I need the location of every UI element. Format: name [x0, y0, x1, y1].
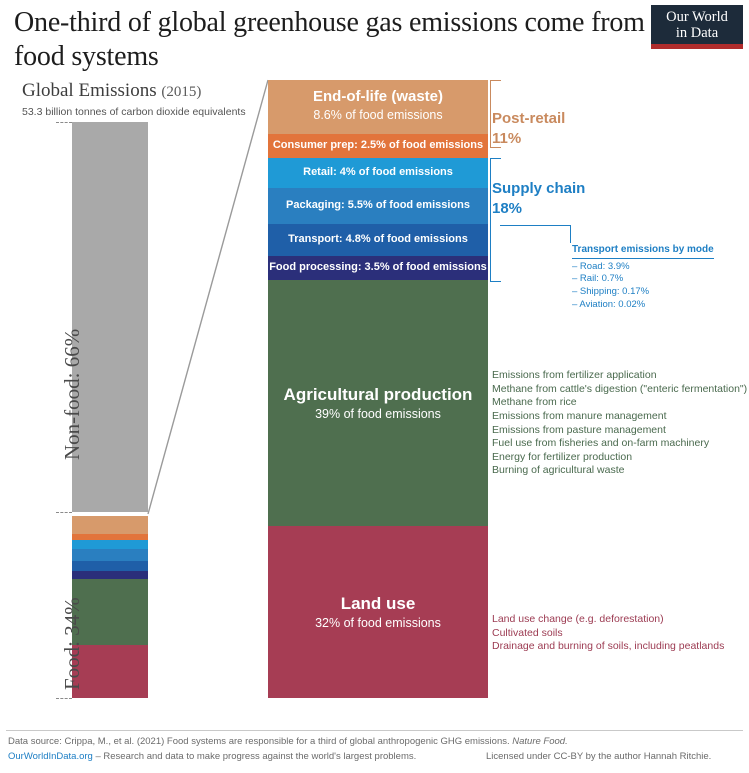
left-seg-packaging [72, 549, 148, 561]
rseg-consumer-prep [268, 134, 488, 158]
left-chart-year: (2015) [161, 84, 202, 100]
rseg-transport-label: Transport: 4.8% of food emissions [288, 233, 468, 246]
supply-chain-title: Supply chain [492, 180, 586, 197]
rseg-agricultural-production [268, 280, 488, 526]
transport-leader-line [500, 225, 570, 227]
rseg-end-of-life [268, 80, 488, 134]
post-retail-title: Post-retail [492, 110, 566, 127]
agriculture-note-4: Emissions from manure management [492, 409, 667, 422]
rseg-retail [268, 158, 488, 188]
rseg-food-processing-label: Food processing: 3.5% of food emissions [269, 261, 487, 274]
left-seg-transport [72, 561, 148, 571]
transport-breakdown-box [572, 243, 714, 312]
rseg-land-use [268, 526, 488, 698]
land-use-note-1: Land use change (e.g. deforestation) [492, 613, 664, 625]
axis-tick-mid [56, 512, 72, 513]
supply-chain-brace [490, 158, 501, 282]
rseg-agriculture-value: 39% of food emissions [315, 406, 441, 421]
transport-mode-rail: – Rail: 0.7% [572, 273, 624, 285]
post-retail-value: 11% [492, 130, 522, 147]
left-seg-endoflife [72, 516, 148, 534]
rseg-end-of-life-label: End-of-life (waste) [313, 88, 443, 105]
food-emissions-bar [268, 80, 488, 698]
nonfood-label: Non-food: 66% [60, 328, 84, 460]
food-label: Food: 34% [60, 597, 84, 690]
rseg-retail-label: Retail: 4% of food emissions [303, 166, 453, 179]
left-chart-title-text: Global Emissions [22, 80, 157, 101]
page-title: One-third of global greenhouse gas emissions come from food systems [14, 7, 645, 73]
zoom-connector [140, 78, 276, 702]
agriculture-note-1: Emissions from fertilizer application [492, 369, 657, 381]
footer-source-text: Data source: Crippa, M., et al. (2021) Food systems are responsible for a third of global anthropogenic GHG emissions. [8, 736, 513, 747]
transport-mode-road: – Road: 3.9% [572, 260, 630, 272]
footer-tagline: – Research and data to make progress against the world's largest problems. [92, 751, 417, 762]
agriculture-note-5: Emissions from pasture management [492, 423, 666, 436]
rseg-end-of-life-value: 8.6% of food emissions [313, 107, 443, 122]
land-use-note-2: Cultivated soils [492, 626, 563, 639]
axis-tick-top [56, 122, 72, 123]
transport-box-title: Transport emissions by mode [572, 243, 714, 259]
land-use-note-3: Drainage and burning of soils, including peatlands [492, 640, 725, 653]
transport-leader-drop [570, 225, 572, 243]
supply-chain-value: 18% [492, 200, 523, 217]
transport-mode-shipping: – Shipping: 0.17% [572, 286, 650, 298]
agriculture-note-6: Fuel use from fisheries and on-farm machinery [492, 437, 710, 450]
agriculture-note-8: Burning of agricultural waste [492, 464, 625, 477]
post-retail-brace [490, 80, 501, 148]
owid-logo-line2: in Data [675, 25, 719, 42]
transport-mode-aviation: – Aviation: 0.02% [572, 298, 646, 310]
agriculture-note-7: Energy for fertilizer production [492, 450, 633, 463]
footer-license: Licensed under CC-BY by the author Hannah Ritchie. [486, 751, 712, 762]
left-seg-retail [72, 540, 148, 549]
land-use-notes [492, 613, 748, 654]
owid-logo [651, 5, 743, 49]
rseg-packaging-label: Packaging: 5.5% of food emissions [286, 199, 470, 212]
left-seg-foodprocessing [72, 571, 148, 579]
rseg-land-use-value: 32% of food emissions [315, 615, 441, 630]
owid-logo-line1: Our World [666, 9, 728, 25]
footer-source [8, 736, 568, 747]
agriculture-notes [492, 369, 748, 478]
agriculture-note-3: Methane from rice [492, 396, 577, 409]
rseg-agriculture-label: Agricultural production [283, 384, 473, 404]
rseg-food-processing [268, 256, 488, 280]
rseg-packaging [268, 188, 488, 224]
rseg-transport [268, 224, 488, 256]
rseg-land-use-label: Land use [340, 593, 416, 613]
agriculture-note-2: Methane from cattle's digestion ("enteric fermentation") [492, 382, 748, 395]
rseg-consumer-prep-label: Consumer prep: 2.5% of food emissions [272, 139, 484, 152]
footer-divider [6, 730, 743, 731]
footer-site-link[interactable]: OurWorldInData.org [8, 751, 93, 762]
left-chart-subtitle: 53.3 billion tonnes of carbon dioxide equivalents [22, 106, 246, 118]
axis-tick-bottom [56, 698, 72, 699]
footer-source-journal: Nature Food. [512, 736, 568, 747]
footer-site-line [8, 751, 416, 762]
